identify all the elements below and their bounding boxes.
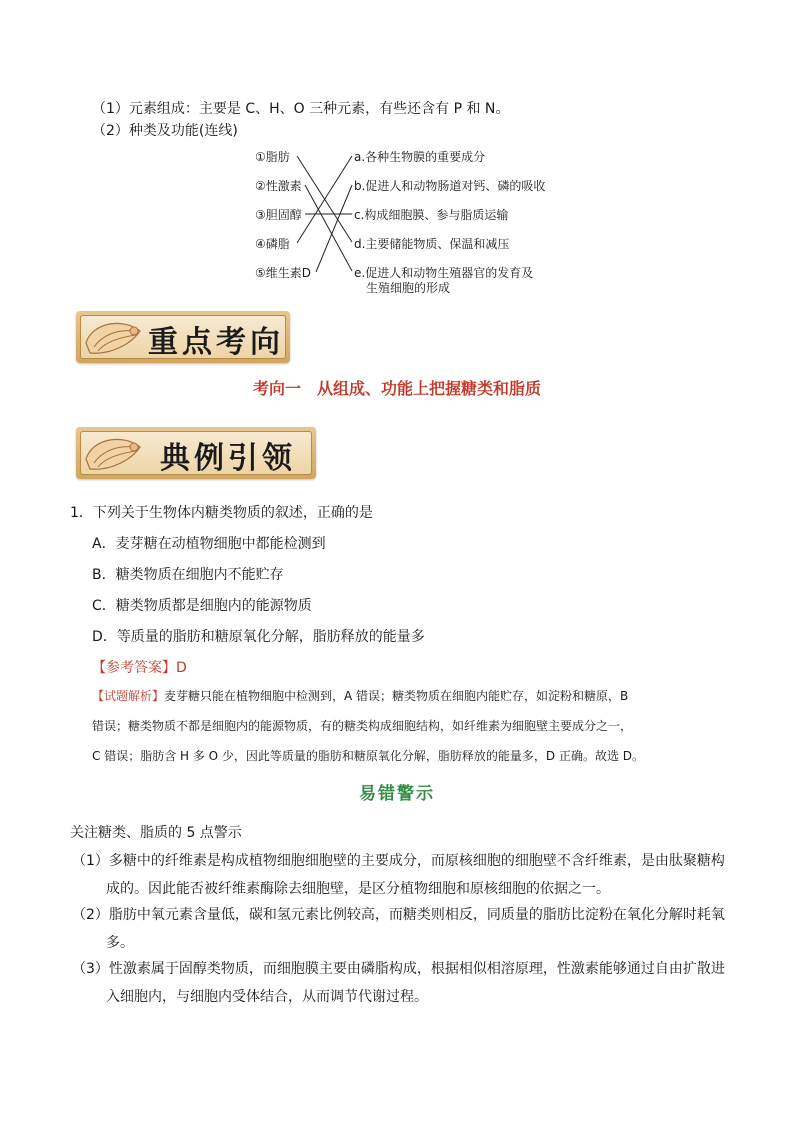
option-d: D．等质量的脂肪和糖原氧化分解，脂肪释放的能量多 xyxy=(92,629,425,645)
section-title: 考向一 从组成、功能上把握糖类和脂质 xyxy=(252,379,541,398)
match-right-e: e.促进人和动物生殖器官的发育及 xyxy=(354,266,534,280)
option-b: B．糖类物质在细胞内不能贮存 xyxy=(92,567,284,583)
reference-answer xyxy=(92,657,187,677)
analysis-line-2: 错误；糖类物质不都是细胞内的能源物质，有的糖类构成细胞结构，如纤维素为细胞壁主要成分之一， xyxy=(92,719,633,733)
warning-intro: 关注糖类、脂质的 5 点警示 xyxy=(70,825,242,841)
match-left-5: ⑤维生素D xyxy=(255,266,311,280)
banner-key-direction xyxy=(76,311,290,363)
option-a: A．麦芽糖在动植物细胞中都能检测到 xyxy=(92,536,326,552)
warning-p3-line1: （3）性激素属于固醇类物质，而细胞膜主要由磷脂构成，根据相似相溶原理，性激素能够通过自由扩散进 xyxy=(72,961,725,977)
analysis-line-3: C 错误；脂肪含 H 多 O 少，因此等质量的脂肪和糖原氧化分解，脂肪释放的能量多，D 正确。故选 D。 xyxy=(92,749,645,763)
warning-p2-line1: （2）脂肪中氧元素含量低，碳和氢元素比例较高，而糖类则相反，同质量的脂肪比淀粉在氧化分解时耗氧 xyxy=(72,907,725,923)
matching-lines xyxy=(0,0,794,300)
match-line-2-e xyxy=(305,185,352,271)
match-left-1: ①脂肪 xyxy=(255,150,290,164)
warning-p1-line2: 成的。因此能否被纤维素酶除去细胞壁，是区分植物细胞和原核细胞的依据之一。 xyxy=(106,881,610,897)
match-line-5-b xyxy=(316,185,352,272)
intro-line-1: （1）元素组成：主要是 C、H、O 三种元素，有些还含有 P 和 N。 xyxy=(92,101,510,117)
question-stem: 1．下列关于生物体内糖类物质的叙述，正确的是 xyxy=(70,505,373,521)
match-right-b: b.促进人和动物肠道对钙、磷的吸收 xyxy=(354,179,546,193)
match-right-e-cont: 生殖细胞的形成 xyxy=(366,281,451,295)
analysis-text-1: 麦芽糖只能在植物细胞中检测到，A 错误；糖类物质在细胞内能贮存，如淀粉和糖原，B xyxy=(164,689,629,703)
match-right-d: d.主要储能物质、保温和减压 xyxy=(354,237,510,251)
warning-p1-line1: （1）多糖中的纤维素是构成植物细胞细胞壁的主要成分，而原核细胞的细胞壁不含纤维素，是由肽聚糖构 xyxy=(72,853,725,869)
match-right-a: a.各种生物膜的重要成分 xyxy=(354,150,486,164)
analysis-label: 【试题解析】 xyxy=(92,689,165,703)
option-c: C．糖类物质都是细胞内的能源物质 xyxy=(92,598,312,614)
match-left-3: ③胆固醇 xyxy=(255,208,302,222)
answer-value: D xyxy=(176,660,187,676)
match-right-c: c.构成细胞膜、参与脂质运输 xyxy=(354,208,509,222)
answer-label: 【参考答案】 xyxy=(92,660,176,676)
match-left-4: ④磷脂 xyxy=(255,237,290,251)
conch-shell-icon xyxy=(82,429,144,475)
banner-typical-example xyxy=(76,427,316,479)
warning-p2-line2: 多。 xyxy=(106,935,134,951)
warning-title: 易错警示 xyxy=(359,784,435,804)
conch-shell-icon xyxy=(82,313,144,359)
match-left-2: ②性激素 xyxy=(255,179,302,193)
banner-title: 典例引领 xyxy=(160,441,296,476)
analysis-line-1 xyxy=(92,682,628,710)
banner-title: 重点考向 xyxy=(148,325,284,360)
intro-line-2: （2）种类及功能(连线) xyxy=(92,123,238,139)
warning-p3-line2: 入细胞内，与细胞内受体结合，从而调节代谢过程。 xyxy=(106,989,428,1005)
